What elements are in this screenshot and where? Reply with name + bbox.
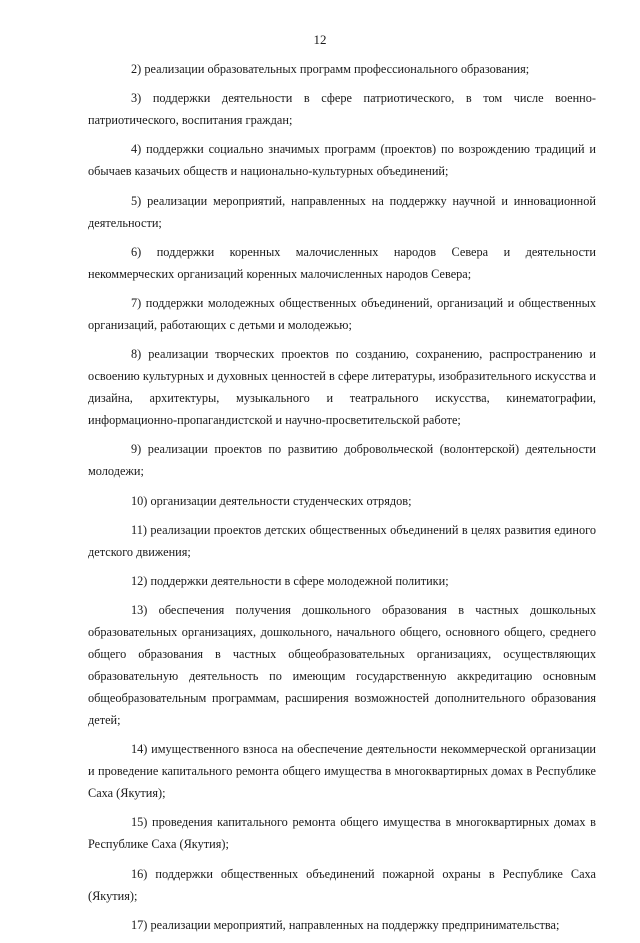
list-item: 2) реализации образовательных программ профессионального образования; — [131, 62, 530, 76]
list-item: 9) реализации проектов по развитию добровольческой (волонтерской) деятельности молодежи; — [88, 442, 596, 479]
list-item: 17) реализации мероприятий, направленных на поддержку предпринимательства; — [131, 917, 560, 932]
list-item: 10) организации деятельности студенческих отрядов; — [131, 493, 412, 508]
list-item: 6) поддержки коренных малочисленных народов Севера и деятельности некоммерческих организаций коренных малочисленных народов Севера; — [88, 244, 596, 281]
list-item: 13) обеспечения получения дошкольного образования в частных дошкольных образовательных организациях, дошкольного, начального общего, основного общего, среднего общего образования в частных общеобразовательных организациях, осуществляющих образовательную деятельность по имеющим государственную аккредитацию основным общеобразовательным программам, расширения возможностей дополнительного образования детей; — [88, 603, 596, 728]
list-item: 5) реализации мероприятий, направленных на поддержку научной и инновационной деятельности; — [88, 193, 596, 230]
list-item: 16) поддержки общественных объединений пожарной охраны в Республике Саха (Якутия); — [88, 866, 596, 903]
list-items — [88, 58, 596, 943]
list-item: 4) поддержки социально значимых программ (проектов) по возрождению традиций и обычаев казачьих обществ и национально-культурных объединений; — [88, 142, 596, 179]
list-item: 12) поддержки деятельности в сфере молодежной политики; — [131, 573, 449, 588]
list-item: 7) поддержки молодежных общественных объединений, организаций и общественных организаций, работающих с детьми и молодежью; — [88, 295, 596, 332]
list-item: 8) реализации творческих проектов по созданию, сохранению, распространению и освоению культурных и духовных ценностей в сфере литературы, изобразительного искусства и дизайна, архитектуры, музыкального и театрального искусства, кинематографии, информационно-пропагандистской и научно-просветительской работе; — [88, 347, 596, 428]
list-item: 3) поддержки деятельности в сфере патриотического, в том числе военно-патриотического, воспитания граждан; — [88, 91, 596, 128]
page-number: 12 — [313, 32, 327, 47]
list-item: 14) имущественного взноса на обеспечение деятельности некоммерческой организации и проведение капитального ремонта общего имущества в многоквартирных домах в Республике Саха (Якутия); — [88, 742, 596, 801]
list-item: 11) реализации проектов детских общественных объединений в целях развития единого детского движения; — [88, 522, 596, 559]
list-item: 15) проведения капитального ремонта общего имущества в многоквартирных домах в Республике Саха (Якутия); — [88, 815, 596, 852]
